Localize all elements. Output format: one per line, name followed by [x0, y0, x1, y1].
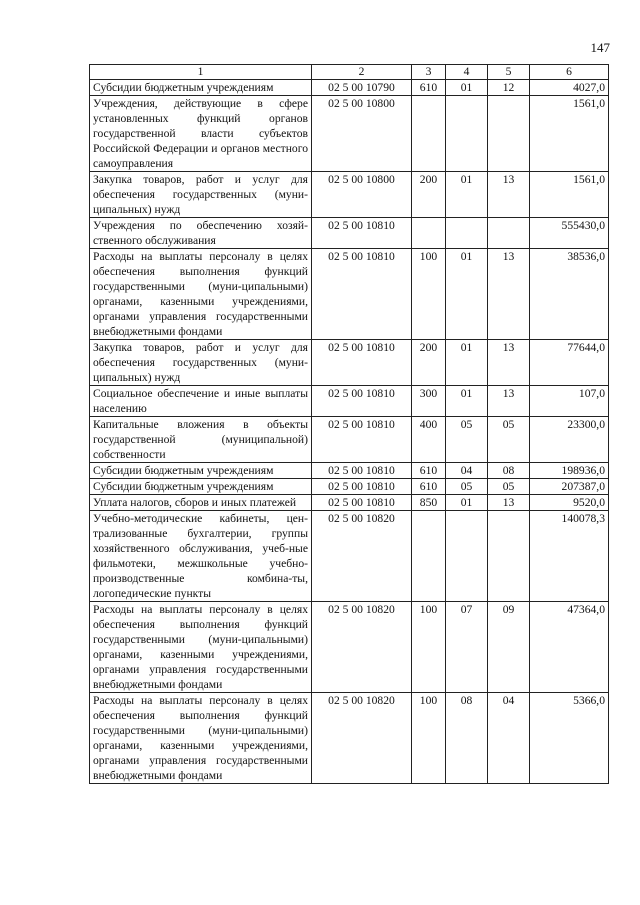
table-row — [90, 96, 609, 172]
row-col4-cell: 01 — [446, 386, 488, 417]
row-name-cell: Учреждения, действующие в сфере установленных функций органов государственной власти субъектов Российской Федерации и органов местного самоуправления — [90, 96, 312, 172]
row-amount-cell: 23300,0 — [530, 417, 609, 463]
row-name-cell: Субсидии бюджетным учреждениям — [90, 80, 312, 96]
row-col5-cell: 08 — [488, 463, 530, 479]
row-amount-cell: 198936,0 — [530, 463, 609, 479]
row-col3-cell — [412, 96, 446, 172]
column-header-3: 3 — [412, 65, 446, 80]
row-col4-cell — [446, 511, 488, 602]
row-name-cell: Закупка товаров, работ и услуг для обеспечения государственных (муни-ципальных) нужд — [90, 340, 312, 386]
row-amount-cell: 555430,0 — [530, 218, 609, 249]
row-col3-cell: 400 — [412, 417, 446, 463]
row-col3-cell: 300 — [412, 386, 446, 417]
table-row — [90, 693, 609, 784]
row-col3-cell: 200 — [412, 340, 446, 386]
row-amount-cell: 107,0 — [530, 386, 609, 417]
row-amount-cell: 77644,0 — [530, 340, 609, 386]
row-amount-cell: 140078,3 — [530, 511, 609, 602]
row-name-cell: Учреждения по обеспечению хозяй-ственного обслуживания — [90, 218, 312, 249]
row-col3-cell: 100 — [412, 693, 446, 784]
row-col3-cell — [412, 511, 446, 602]
row-col4-cell: 01 — [446, 340, 488, 386]
row-col4-cell: 08 — [446, 693, 488, 784]
row-col4-cell: 05 — [446, 417, 488, 463]
table-row — [90, 172, 609, 218]
row-name-cell: Закупка товаров, работ и услуг для обеспечения государственных (муни-ципальных) нужд — [90, 172, 312, 218]
table-row — [90, 417, 609, 463]
row-amount-cell: 1561,0 — [530, 172, 609, 218]
row-col4-cell: 01 — [446, 80, 488, 96]
row-col5-cell: 12 — [488, 80, 530, 96]
row-name-cell: Капитальные вложения в объекты государственной (муниципальной) собственности — [90, 417, 312, 463]
table-row — [90, 602, 609, 693]
row-amount-cell: 4027,0 — [530, 80, 609, 96]
row-code-cell: 02 5 00 10820 — [312, 602, 412, 693]
row-amount-cell: 38536,0 — [530, 249, 609, 340]
row-amount-cell: 9520,0 — [530, 495, 609, 511]
row-col3-cell: 100 — [412, 602, 446, 693]
table-row — [90, 479, 609, 495]
column-header-5: 5 — [488, 65, 530, 80]
row-name-cell: Расходы на выплаты персоналу в целях обеспечения выполнения функций государственными (муни-ципальными) органами, казенными учреждениями, органами управления государственными внебюджетными фондами — [90, 693, 312, 784]
row-col5-cell: 09 — [488, 602, 530, 693]
row-col3-cell: 850 — [412, 495, 446, 511]
row-code-cell: 02 5 00 10810 — [312, 495, 412, 511]
row-col5-cell: 13 — [488, 495, 530, 511]
table-row — [90, 386, 609, 417]
table-row — [90, 511, 609, 602]
row-col4-cell — [446, 96, 488, 172]
row-col4-cell: 05 — [446, 479, 488, 495]
row-code-cell: 02 5 00 10810 — [312, 417, 412, 463]
column-header-6: 6 — [530, 65, 609, 80]
row-col3-cell: 100 — [412, 249, 446, 340]
row-col5-cell — [488, 218, 530, 249]
column-header-2: 2 — [312, 65, 412, 80]
row-col4-cell: 04 — [446, 463, 488, 479]
page-number: 147 — [590, 40, 610, 55]
row-name-cell: Расходы на выплаты персоналу в целях обеспечения выполнения функций государственными (муни-ципальными) органами, казенными учреждениями, органами управления государственными внебюджетными фондами — [90, 249, 312, 340]
row-code-cell: 02 5 00 10810 — [312, 249, 412, 340]
row-col4-cell: 01 — [446, 249, 488, 340]
row-col5-cell: 13 — [488, 386, 530, 417]
table-row — [90, 80, 609, 96]
row-name-cell: Уплата налогов, сборов и иных платежей — [90, 495, 312, 511]
row-code-cell: 02 5 00 10820 — [312, 511, 412, 602]
row-amount-cell: 5366,0 — [530, 693, 609, 784]
row-name-cell: Учебно-методические кабинеты, цен-трализованные бухгалтерии, группы хозяйственного обслуживания, учеб-ные фильмотеки, межшкольные учебно-производственные комбина-ты, логопедические пункты — [90, 511, 312, 602]
budget-table — [89, 64, 609, 784]
column-header-4: 4 — [446, 65, 488, 80]
row-col5-cell — [488, 511, 530, 602]
row-code-cell: 02 5 00 10820 — [312, 693, 412, 784]
row-code-cell: 02 5 00 10800 — [312, 96, 412, 172]
row-code-cell: 02 5 00 10810 — [312, 386, 412, 417]
row-code-cell: 02 5 00 10810 — [312, 340, 412, 386]
row-name-cell: Субсидии бюджетным учреждениям — [90, 463, 312, 479]
table-row — [90, 218, 609, 249]
row-col5-cell: 05 — [488, 479, 530, 495]
table-header-row — [90, 65, 609, 80]
row-col4-cell: 07 — [446, 602, 488, 693]
row-col4-cell: 01 — [446, 495, 488, 511]
row-col3-cell: 200 — [412, 172, 446, 218]
row-col4-cell: 01 — [446, 172, 488, 218]
row-code-cell: 02 5 00 10810 — [312, 218, 412, 249]
row-col3-cell — [412, 218, 446, 249]
row-amount-cell: 47364,0 — [530, 602, 609, 693]
row-code-cell: 02 5 00 10810 — [312, 479, 412, 495]
row-amount-cell: 1561,0 — [530, 96, 609, 172]
row-name-cell: Расходы на выплаты персоналу в целях обеспечения выполнения функций государственными (муни-ципальными) органами, казенными учреждениями, органами управления государственными внебюджетными фондами — [90, 602, 312, 693]
row-col5-cell: 13 — [488, 249, 530, 340]
row-name-cell: Социальное обеспечение и иные выплаты населению — [90, 386, 312, 417]
table-row — [90, 463, 609, 479]
row-col4-cell — [446, 218, 488, 249]
row-col5-cell: 04 — [488, 693, 530, 784]
row-code-cell: 02 5 00 10810 — [312, 463, 412, 479]
table-row — [90, 249, 609, 340]
row-col5-cell — [488, 96, 530, 172]
row-col3-cell: 610 — [412, 80, 446, 96]
row-amount-cell: 207387,0 — [530, 479, 609, 495]
row-code-cell: 02 5 00 10790 — [312, 80, 412, 96]
row-col3-cell: 610 — [412, 479, 446, 495]
row-col3-cell: 610 — [412, 463, 446, 479]
row-col5-cell: 13 — [488, 172, 530, 218]
row-col5-cell: 05 — [488, 417, 530, 463]
row-col5-cell: 13 — [488, 340, 530, 386]
column-header-1: 1 — [90, 65, 312, 80]
row-code-cell: 02 5 00 10800 — [312, 172, 412, 218]
table-row — [90, 340, 609, 386]
table-row — [90, 495, 609, 511]
row-name-cell: Субсидии бюджетным учреждениям — [90, 479, 312, 495]
